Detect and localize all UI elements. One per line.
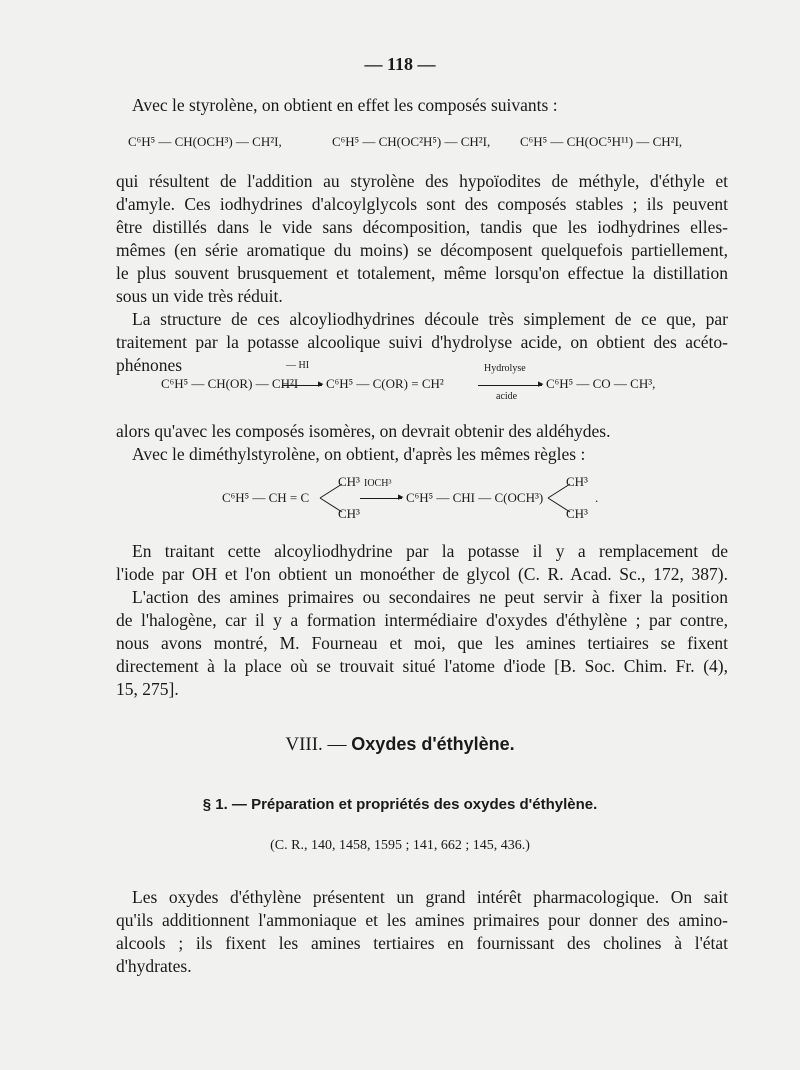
eq2-branch-top: CH³ [338,474,360,489]
eq2-branch-bottom: CH³ [338,506,360,521]
paragraph-line: être distillés dans le vide sans décomposition, tandis que les iodhydrines elles- [116,217,728,237]
eq1-condition-below: acide [496,391,518,402]
eq1-left: C⁶H⁵ — CH(OR) — CH²I [161,376,299,391]
eq2-pbranch-top: CH³ [566,474,588,489]
paragraph-line: directement à la place où se trouvait situé l'atome d'iode [B. Soc. Chim. Fr. (4), [116,656,728,676]
paragraph-line: d'hydrates. [116,956,192,976]
paragraph-line: 15, 275]. [116,679,179,699]
paragraph-line: d'amyle. Ces iodhydrines d'alcoylglycols sont des composés stables ; ils peuvent [116,194,728,214]
paragraph-line: qu'ils additionnent l'ammoniaque et les amines primaires pour donner des amino- [116,910,728,930]
subsection-title: § 1. — Préparation et propriétés des oxydes d'éthylène. [202,796,598,813]
section-number: VIII. [285,734,323,755]
paragraph-line: le plus souvent brusquement et totalement, même lorsqu'on effectue la distillation [116,263,728,283]
arrowhead-icon: ▸ [398,491,404,503]
eq1-condition: Hydrolyse [484,363,526,374]
paragraph-line: En traitant cette alcoyliodhydrine par la potasse il y a remplacement de [132,541,728,561]
paragraph-line: nous avons montré, M. Fourneau et moi, que les amines tertiaires se fixent [116,633,728,653]
paragraph-line: qui résultent de l'addition au styrolène des hypoïodites de méthyle, d'éthyle et [116,171,728,191]
paragraph-line: de l'halogène, car il y a formation intermédiaire d'oxydes d'éthylène ; par contre, [116,610,728,630]
subsection-heading [0,796,800,814]
section-title: Oxydes d'éthylène. [351,734,515,754]
reference-line: (C. R., 140, 1458, 1595 ; 141, 662 ; 145, 436.) [270,838,530,853]
formula-amyl: C⁶H⁵ — CH(OC⁵H¹¹) — CH²I, [520,134,683,149]
paragraph-line: Avec le styrolène, on obtient en effet les composés suivants : [132,95,558,115]
arrowhead-icon: ▸ [318,378,324,390]
eq2-left: C⁶H⁵ — CH = C [222,490,310,505]
eq2-product: C⁶H⁵ — CHI — C(OCH³) [406,490,544,505]
paragraph-line: alcools ; ils fixent les amines tertiaires en fournissant des cholines à l'état [116,933,728,953]
eq1-mid: C⁶H⁵ — C(OR) = CH² [326,376,444,391]
paragraph-line: phénones [116,355,183,375]
paragraph-line: La structure de ces alcoyliodhydrines découle très simplement de ce que, par [132,309,728,329]
eq2-end: . [595,490,599,505]
section-heading: VIII. — Oxydes d'éthylène. [285,734,515,755]
paragraph-line: alors qu'avec les composés isomères, on devrait obtenir des aldéhydes. [116,421,611,441]
eq1-reagent: — HI [286,360,310,371]
eq2-pbranch-bottom: CH³ [566,506,588,521]
paragraph-line: sous un vide très réduit. [116,286,283,306]
arrow-icon [282,385,322,386]
arrow-icon [478,385,542,386]
formula-methyl: C⁶H⁵ — CH(OCH³) — CH²I, [128,134,282,149]
eq2-reagent: IOCH³ [364,478,392,489]
page-number: — 118 — [364,54,436,74]
formula-ethyl: C⁶H⁵ — CH(OC²H⁵) — CH²I, [332,134,491,149]
paragraph-line: Les oxydes d'éthylène présentent un grand intérêt pharmacologique. On sait [132,887,728,907]
arrowhead-icon: ▸ [538,378,544,390]
paragraph-line: mêmes (en série aromatique du moins) se décomposent quelquefois partiellement, [116,240,728,260]
paragraph-line: Avec le diméthylstyrolène, on obtient, d'après les mêmes règles : [132,444,586,464]
paragraph-line: traitement par la potasse alcoolique suivi d'hydrolyse acide, on obtient des acéto- [116,332,728,352]
arrow-icon [360,498,402,499]
eq1-right: C⁶H⁵ — CO — CH³, [546,376,656,391]
paragraph-line: L'action des amines primaires ou secondaires ne peut servir à fixer la position [132,587,728,607]
paragraph-line: l'iode par OH et l'on obtient un monoéther de glycol (C. R. Acad. Sc., 172, 387). [116,564,728,584]
